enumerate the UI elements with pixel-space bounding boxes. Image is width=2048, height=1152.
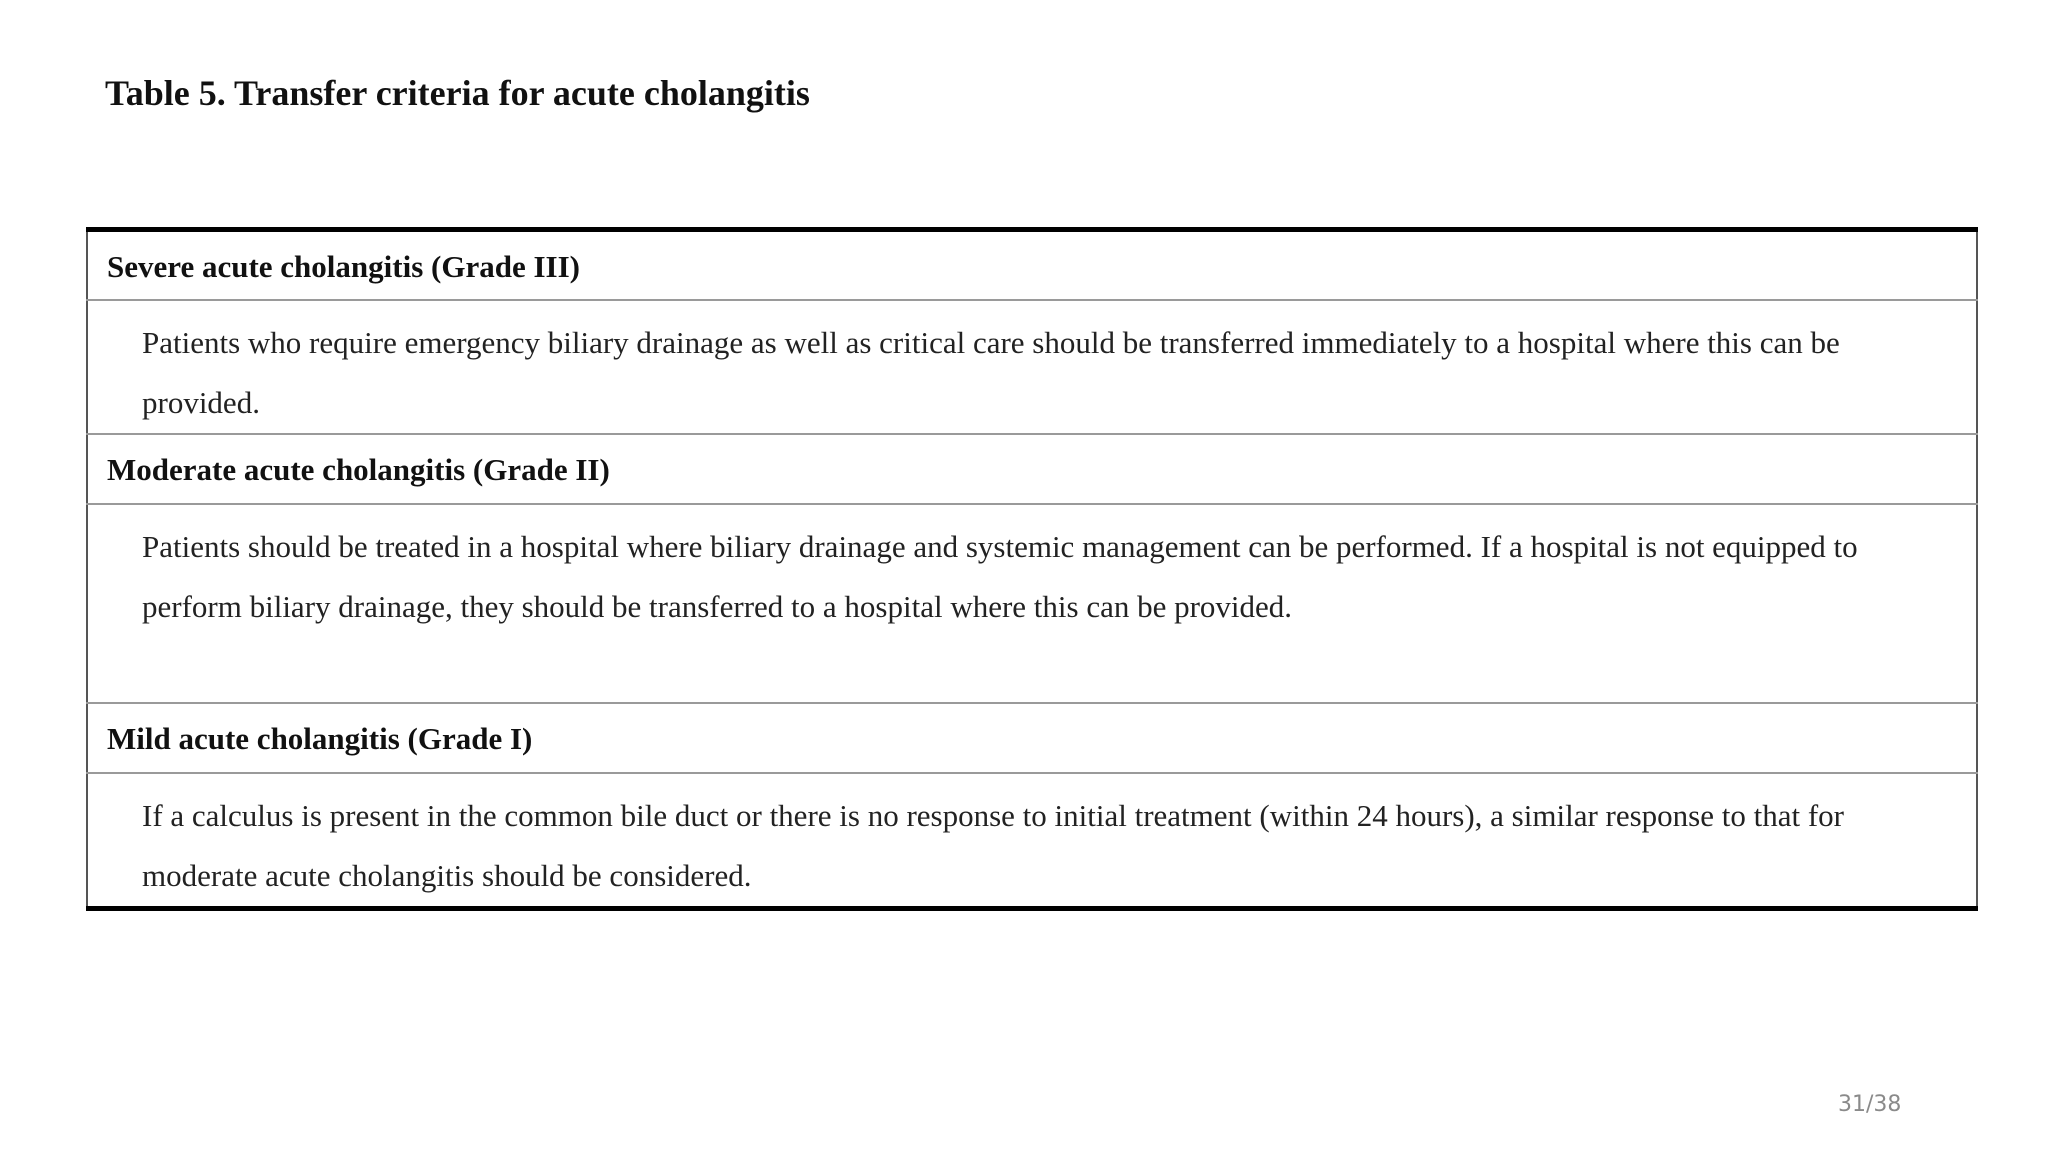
- table-row: [87, 773, 1977, 909]
- page-number: 31/38: [1838, 1092, 1902, 1117]
- grade-ii-heading: Moderate acute cholangitis (Grade II): [87, 434, 1977, 504]
- transfer-criteria-table: [86, 227, 1978, 911]
- grade-iii-heading: Severe acute cholangitis (Grade III): [87, 230, 1977, 300]
- table-row: [87, 300, 1977, 434]
- grade-i-criteria: If a calculus is present in the common bile duct or there is no response to initial treatment (within 24 hours), a similar response to that for moderate acute cholangitis should be considered.: [142, 797, 1844, 893]
- grade-iii-criteria: Patients who require emergency biliary drainage as well as critical care should be transferred immediately to a hospital where this can be provided.: [87, 300, 1977, 434]
- table-row: [87, 434, 1977, 504]
- grade-ii-criteria: Patients should be treated in a hospital where biliary drainage and systemic management can be performed. If a hospital is not equipped to perform biliary drainage, they should be transferred to a hospital where this can be provided.: [87, 504, 1977, 703]
- grade-i-heading: Mild acute cholangitis (Grade I): [87, 703, 1977, 773]
- table-row: [87, 703, 1977, 773]
- table-title: Table 5. Transfer criteria for acute cholangitis: [105, 73, 810, 113]
- table-row: [87, 504, 1977, 703]
- table-row: [87, 230, 1977, 300]
